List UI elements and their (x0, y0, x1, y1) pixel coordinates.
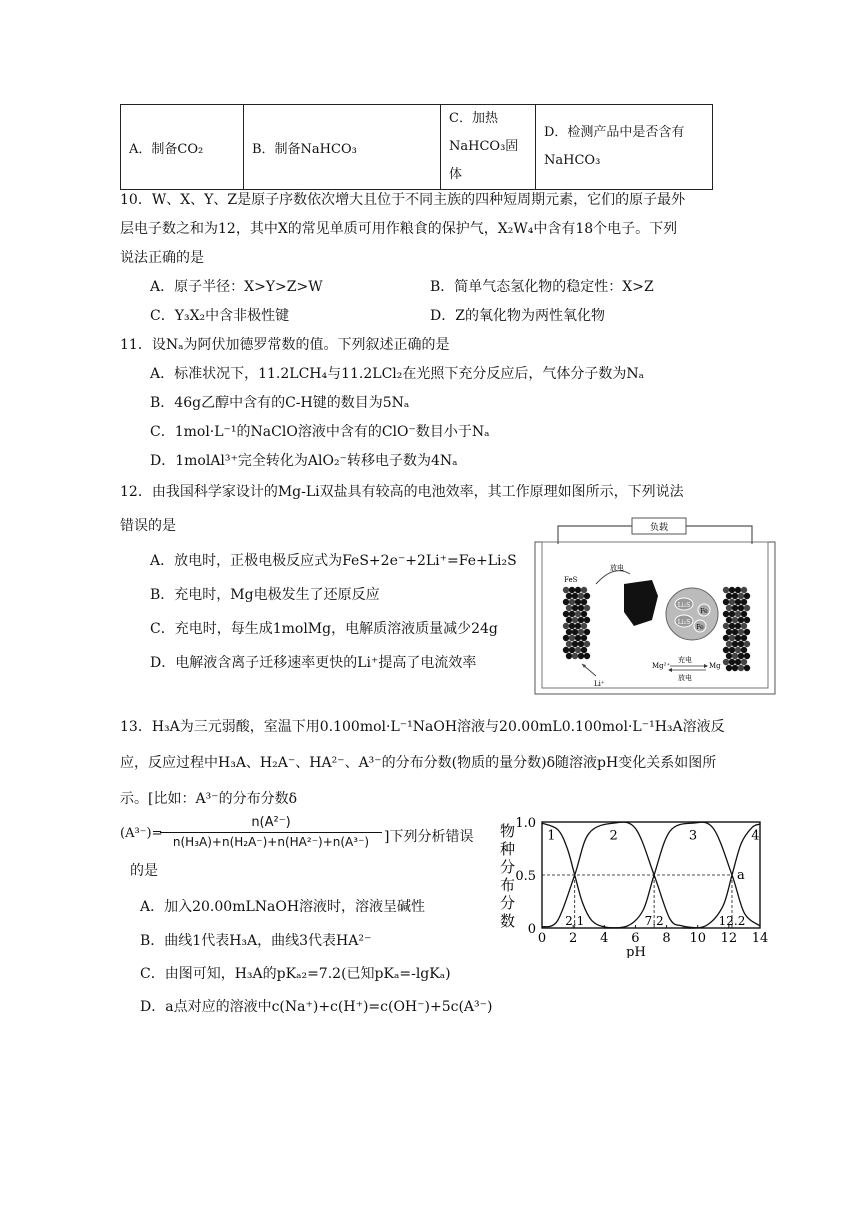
fes-ball (569, 623, 575, 629)
option-c-label: C．加热 (449, 111, 498, 126)
q13-option-d: D．a点对应的溶液中c(Na⁺)+c(H⁺)=c(OH⁻)+5c(A³⁻) (140, 999, 493, 1015)
x-axis-title: pH (626, 945, 646, 958)
mg-ball (723, 587, 729, 593)
fes-ball (581, 599, 587, 605)
mg-ball (732, 629, 738, 635)
mg-ball (738, 629, 744, 635)
mg-ball (744, 641, 750, 647)
mg-ball (732, 653, 738, 659)
mg-ball (735, 647, 741, 653)
mg-ball (735, 587, 741, 593)
mg-ball (732, 617, 738, 623)
mg-ball (726, 641, 732, 647)
q13-line1: 13．H₃A为三元弱酸，室温下用0.100mol·L⁻¹NaOH溶液与20.00mL0.100mol·L⁻¹H₃A溶液反 (120, 719, 725, 735)
option-d-label-2: NaHCO₃ (544, 153, 601, 168)
x-tick-label: 4 (600, 931, 609, 946)
fes-ball (581, 587, 587, 593)
mg-ball (741, 635, 747, 641)
discharge-label-2: 放电 (678, 674, 692, 682)
curve-label-1: 1 (547, 828, 556, 844)
li2s-label-1: Li₂S (677, 602, 691, 609)
option-c-label-2: NaHCO₃固体 (449, 139, 519, 182)
fes-ball (575, 623, 581, 629)
mg-ball (723, 611, 729, 617)
fes-ball (578, 605, 584, 611)
fes-ball (572, 605, 578, 611)
fes-ball (569, 587, 575, 593)
li2s-label-2: Li₂S (677, 619, 691, 626)
mg-ball (726, 629, 732, 635)
fes-ball (578, 617, 584, 623)
fes-ball (581, 623, 587, 629)
fraction-lead: (A³⁻)= (120, 826, 163, 841)
q11-option-d: D．1molAl³⁺完全转化为AlO₂⁻转移电子数为4Nₐ (150, 453, 458, 469)
mg-ball (735, 599, 741, 605)
fes-ball (575, 611, 581, 617)
fes-ball (569, 647, 575, 653)
y-tick-label: 0.5 (515, 869, 536, 884)
mg-ball (729, 623, 735, 629)
fraction (160, 815, 382, 849)
mg-ball (738, 617, 744, 623)
fes-ball (563, 635, 569, 641)
q12-option-d: D．电解液含离子迁移速率更快的Li⁺提高了电流效率 (150, 655, 477, 671)
fes-ball (575, 635, 581, 641)
mg-ball (726, 653, 732, 659)
q13-line3: 示。[比如：A³⁻的分布分数δ (120, 791, 298, 807)
q10-option-d: D．Z的氧化物为两性氧化物 (430, 308, 605, 324)
x-tick-label: 14 (751, 931, 769, 946)
mg-ball (726, 617, 732, 623)
q12-option-b: B．充电时，Mg电极发生了还原反应 (150, 587, 380, 603)
fes-ball (563, 599, 569, 605)
x-tick-label: 12 (720, 931, 738, 946)
q10-option-c: C．Y₃X₂中含非极性键 (150, 308, 290, 324)
x-tick-label: 2 (569, 931, 578, 946)
fes-ball (581, 635, 587, 641)
fes-ball (578, 653, 584, 659)
fraction-tail: ]下列分析错误 (384, 829, 474, 845)
mg-ball (741, 587, 747, 593)
fes-ball (584, 641, 590, 647)
q12-option-a: A．放电时，正极电极反应式为FeS+2e⁻+2Li⁺=Fe+Li₂S (150, 553, 517, 569)
mg-ball (738, 653, 744, 659)
mg-ball (735, 623, 741, 629)
fes-ball (563, 623, 569, 629)
mg-ball (729, 611, 735, 617)
q10-option-a: A．原子半径：X>Y>Z>W (150, 279, 323, 295)
mg-ball (744, 593, 750, 599)
fraction-numerator: n(A²⁻) (160, 815, 382, 833)
fraction-denominator: n(H₃A)+n(H₂A⁻)+n(HA²⁻)+n(A³⁻) (172, 835, 370, 849)
mg-ball (723, 623, 729, 629)
mg-ball (729, 587, 735, 593)
option-a-cell (121, 105, 244, 190)
fes-ball (572, 617, 578, 623)
q10-line2: 层电子数之和为12，其中X的常见单质可用作粮食的保护气，X₂W₄中含有18个电子。下列 (120, 221, 678, 237)
y-tick-label: 0 (527, 922, 536, 937)
mg-ball (741, 659, 747, 665)
x-tick-label: 8 (662, 931, 671, 946)
fes-ball (584, 593, 590, 599)
fes-ball (566, 617, 572, 623)
point-a-label: a (736, 868, 745, 883)
fes-ball (569, 635, 575, 641)
mg-ball (744, 665, 750, 671)
fes-ball (572, 593, 578, 599)
fe-label-2: Fe (696, 624, 704, 631)
fes-ball (572, 629, 578, 635)
q12-line1: 12．由我国科学家设计的Mg-Li双盐具有较高的电池效率，其工作原理如图所示，下列说法 (120, 484, 684, 500)
mg-ball (729, 635, 735, 641)
fes-ball (578, 593, 584, 599)
product-circle (666, 588, 718, 640)
distribution-chart (496, 808, 770, 958)
fes-ball (581, 611, 587, 617)
mg-ball (741, 599, 747, 605)
mg-ball (738, 593, 744, 599)
fes-ball (566, 653, 572, 659)
mg-ball (744, 653, 750, 659)
q13-option-a: A．加入20.00mLNaOH溶液时，溶液呈碱性 (140, 899, 426, 915)
fes-ball (584, 629, 590, 635)
mg-ball (726, 665, 732, 671)
x-tick-label: 0 (537, 931, 547, 946)
fes-ball (584, 617, 590, 623)
q13-option-c: C．由图可知，H₃A的pKₐ₂=7.2(已知pKₐ=-lgKₐ) (140, 966, 451, 982)
q11-stem: 11．设Nₐ为阿伏加德罗常数的值。下列叙述正确的是 (120, 337, 450, 353)
mg-ball (729, 647, 735, 653)
mg-ball (729, 659, 735, 665)
cross-label-3: 12.2 (718, 914, 746, 928)
fes-ball (563, 647, 569, 653)
q12-line2: 错误的是 (120, 518, 176, 534)
mg-ball (738, 665, 744, 671)
fes-ball (566, 593, 572, 599)
options-table (120, 104, 713, 190)
mg-ball (732, 641, 738, 647)
mg-ball (732, 605, 738, 611)
fes-ball (584, 605, 590, 611)
mg-ball (741, 647, 747, 653)
option-b-label: B．制备NaHCO₃ (252, 141, 357, 157)
option-b-cell (244, 105, 441, 190)
q11-option-c: C．1mol·L⁻¹的NaClO溶液中含有的ClO⁻数目小于Nₐ (150, 424, 490, 440)
mg-ball (741, 611, 747, 617)
fes-ball (563, 587, 569, 593)
y-tick-label: 1.0 (515, 816, 536, 831)
q13-line2: 应，反应过程中H₃A、H₂A⁻、HA²⁻、A³⁻的分布分数(物质的量分数)δ随溶液pH变化关系如图所 (120, 755, 717, 771)
fes-ball (575, 647, 581, 653)
fes-ball (578, 641, 584, 647)
q13-line5: 的是 (130, 863, 158, 879)
option-a-label: A．制备CO₂ (129, 141, 204, 157)
q10-line3: 说法正确的是 (120, 250, 204, 266)
x-tick-label: 6 (631, 931, 640, 946)
mg-ball (744, 617, 750, 623)
fes-ball (563, 611, 569, 617)
svg-text:物种分布分数: 物种分布分数 (500, 822, 516, 930)
q11-option-a: A．标准状况下，11.2LCH₄与11.2LCl₂在光照下充分反应后，气体分子数为Nₐ (150, 366, 645, 382)
mg-ball (729, 599, 735, 605)
fes-ball (572, 653, 578, 659)
mg-ball (744, 605, 750, 611)
fes-ball (566, 605, 572, 611)
option-d-label: D．检测产品中是否含有 (544, 125, 685, 140)
mg-ball (738, 605, 744, 611)
mg-ball (732, 665, 738, 671)
fes-ball (581, 647, 587, 653)
discharge-label: 放电 (610, 564, 624, 572)
curve-label-2: 2 (609, 828, 618, 844)
fes-ball (575, 599, 581, 605)
mg-ball (726, 605, 732, 611)
q10-option-b: B．简单气态氢化物的稳定性：X>Z (430, 279, 654, 295)
q12-option-c: C．充电时，每生成1molMg，电解质溶液质量减少24g (150, 621, 498, 637)
q10-line1: 10．W、X、Y、Z是原子序数依次增大且位于不同主族的四种短周期元素，它们的原子最外 (120, 192, 686, 208)
mg-ball (741, 623, 747, 629)
q11-option-b: B．46g乙醇中含有的C-H键的数目为5Nₐ (150, 395, 410, 411)
curve-label-3: 3 (688, 828, 698, 844)
mg-ball (732, 593, 738, 599)
q13-option-b: B．曲线1代表H₃A，曲线3代表HA²⁻ (140, 933, 372, 949)
option-c-cell (441, 105, 536, 190)
li-label: Li⁺ (594, 680, 605, 688)
cross-label-2: 7.2 (644, 914, 664, 928)
mg-ball (723, 635, 729, 641)
fes-ball (572, 641, 578, 647)
x-tick-label: 10 (689, 931, 706, 946)
mg-ball (735, 635, 741, 641)
fes-ball (569, 599, 575, 605)
battery-diagram (534, 514, 776, 696)
option-d-cell (536, 105, 713, 190)
mg-ball (723, 599, 729, 605)
cross-label-1: 2.1 (565, 914, 585, 928)
fe-label-1: Fe (700, 608, 708, 615)
y-axis-title (500, 822, 515, 930)
mg-label: Mg (709, 662, 721, 670)
mg-ball (723, 659, 729, 665)
fes-ball (575, 587, 581, 593)
mg-ball (723, 647, 729, 653)
mg-ball (735, 611, 741, 617)
charge-label: 充电 (678, 656, 692, 664)
fes-ball (566, 641, 572, 647)
mg-ball (744, 629, 750, 635)
fes-ball (569, 611, 575, 617)
mg-ball (726, 593, 732, 599)
fes-label: FeS (564, 576, 578, 584)
curve-label-4: 4 (751, 828, 760, 844)
load-label: 负载 (649, 523, 669, 533)
fes-ball (584, 653, 590, 659)
mg-ball (735, 659, 741, 665)
fes-ball (566, 629, 572, 635)
mg2-label: Mg²⁺ (652, 662, 671, 670)
fes-ball (578, 629, 584, 635)
mg-ball (738, 641, 744, 647)
